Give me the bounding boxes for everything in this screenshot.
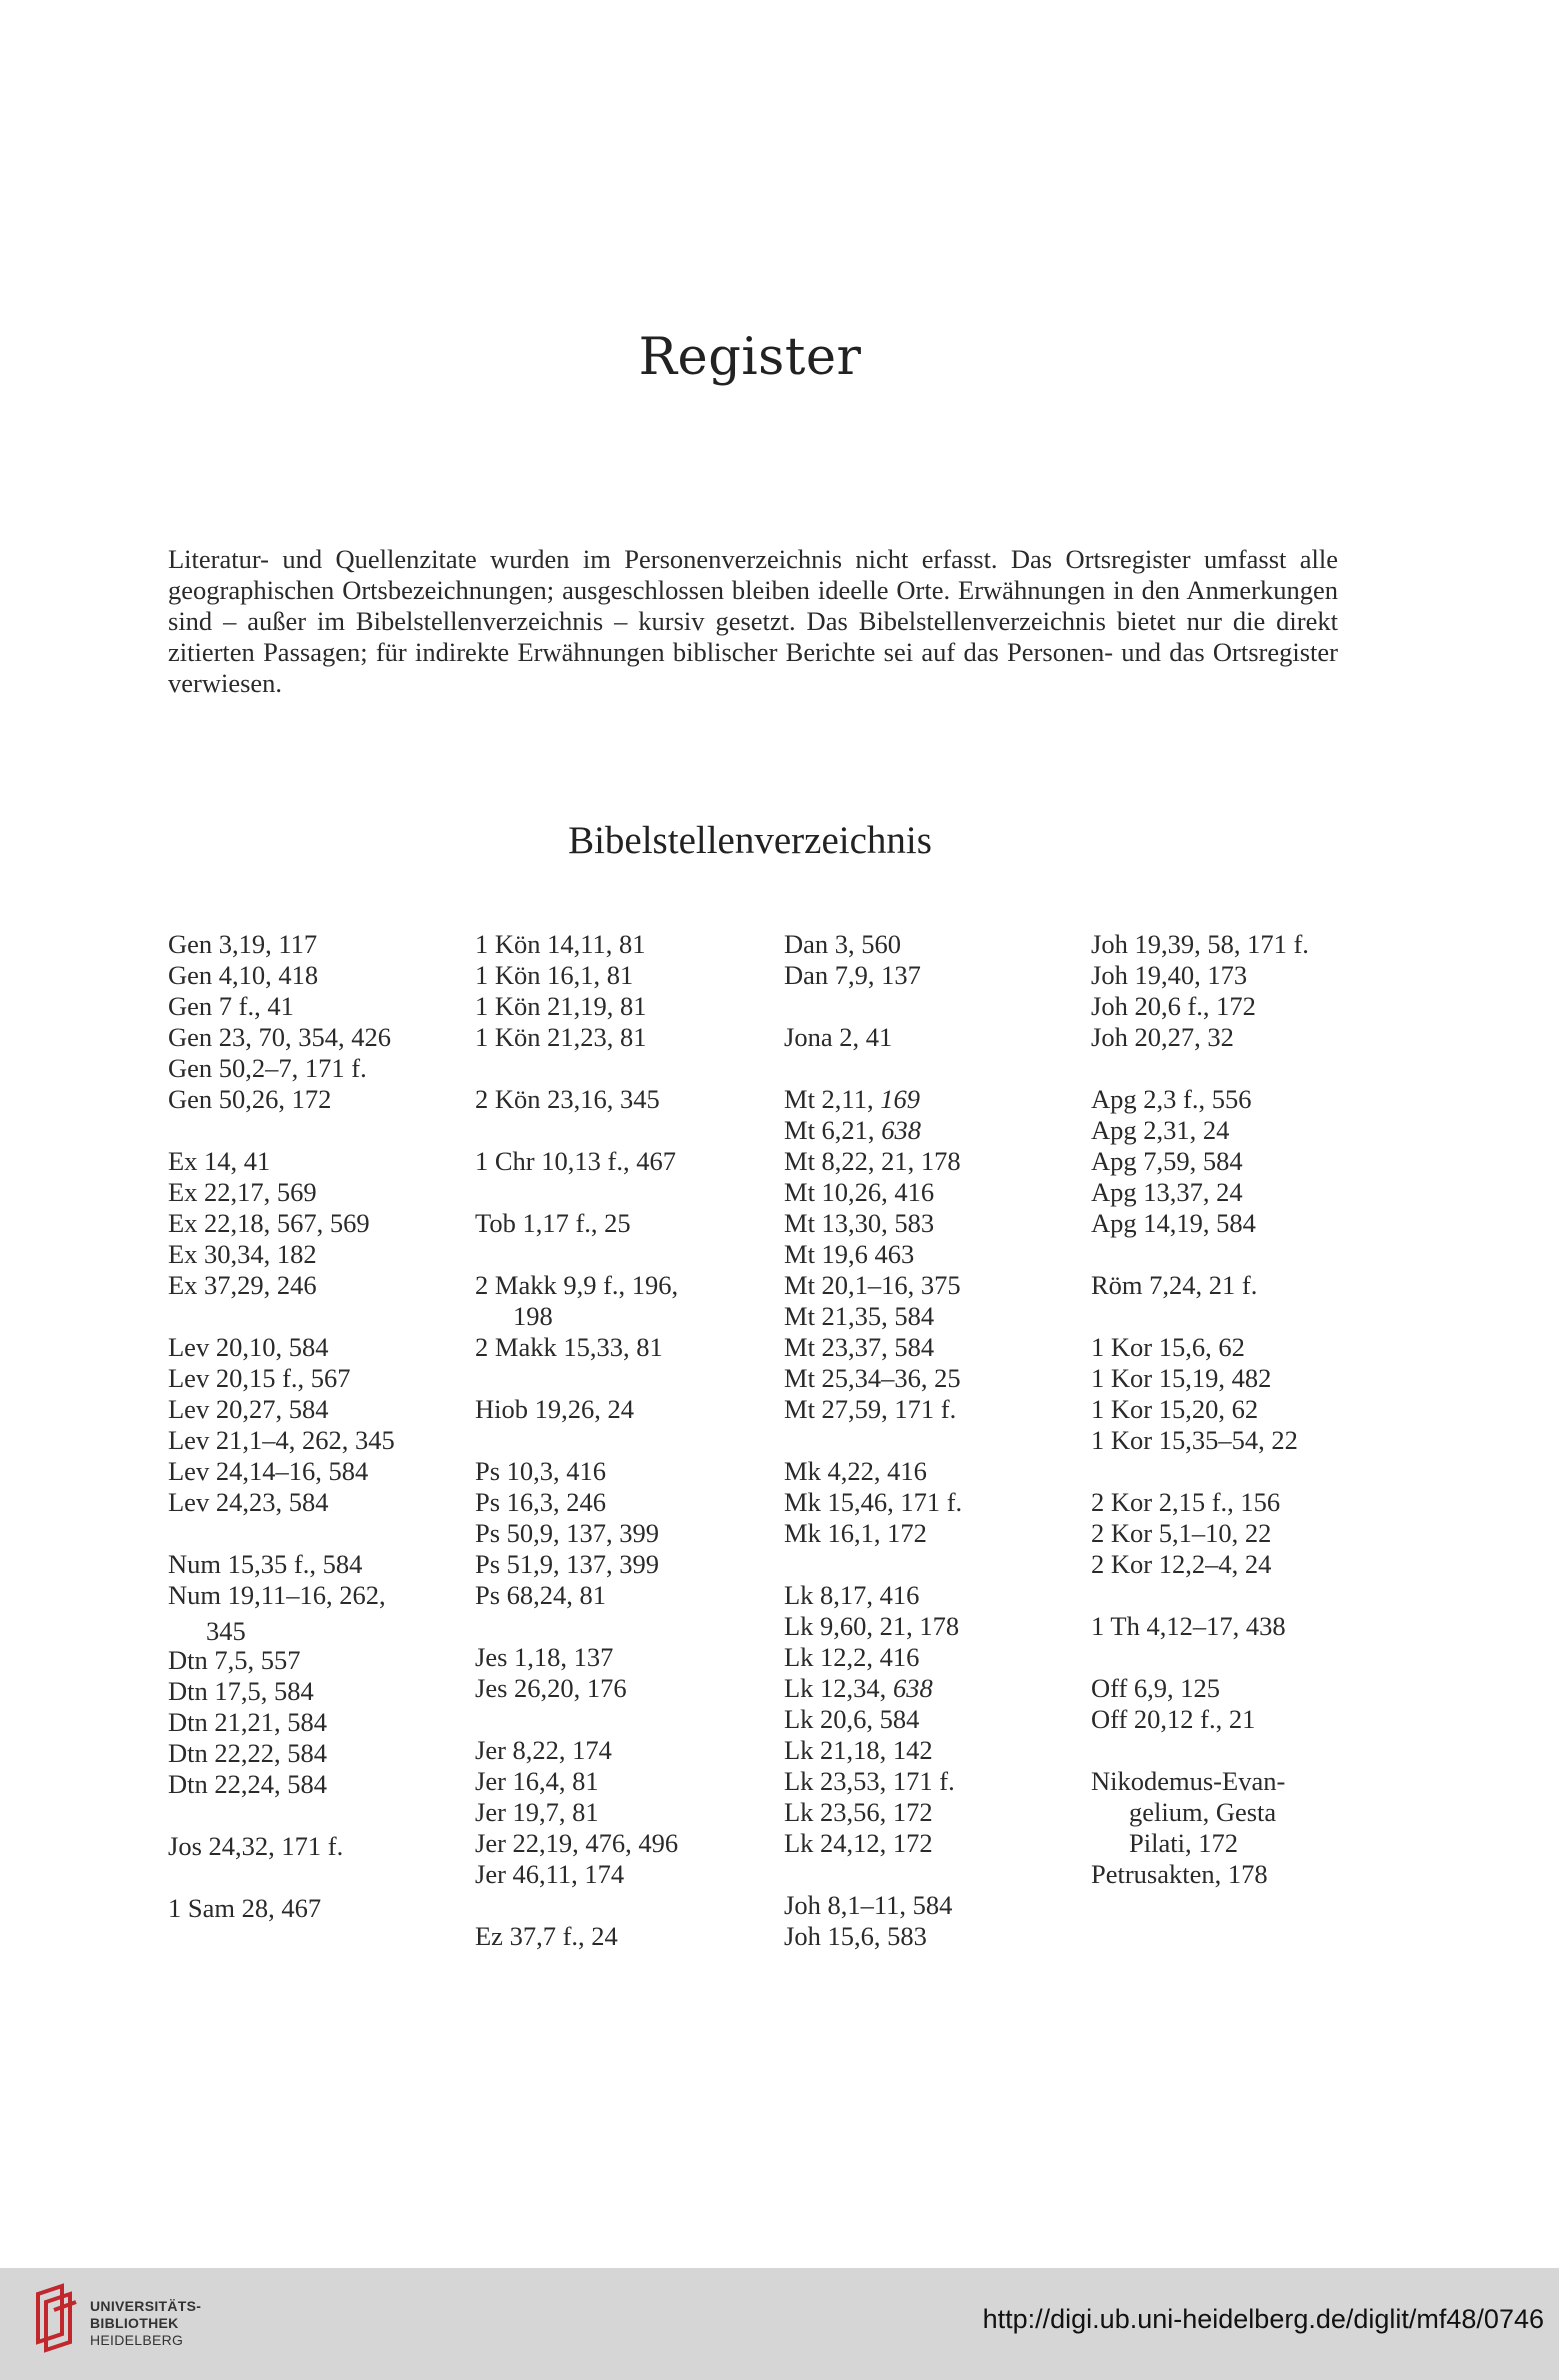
index-entry: Lev 24,23, 584 xyxy=(168,1487,329,1517)
index-entry: Jer 16,4, 81 xyxy=(475,1766,599,1796)
index-spacer xyxy=(168,1115,438,1146)
index-spacer xyxy=(1091,1239,1361,1270)
index-entry: Ps 10,3, 416 xyxy=(475,1456,607,1486)
index-entry: Off 20,12 f., 21 xyxy=(1091,1704,1256,1734)
index-entry: Mt 20,1–16, 375 xyxy=(784,1270,961,1300)
index-spacer xyxy=(784,1425,1054,1456)
index-entry: Dtn 22,22, 584 xyxy=(168,1738,327,1768)
index-entry: Dtn 21,21, 584 xyxy=(168,1707,327,1737)
index-entry: Jes 26,20, 176 xyxy=(475,1673,627,1703)
index-spacer xyxy=(475,1611,745,1642)
index-entry: Joh 19,39, 58, 171 f. xyxy=(1091,929,1309,959)
library-logo-icon xyxy=(32,2282,80,2356)
index-entry xyxy=(784,1084,1054,1115)
index-spacer xyxy=(1091,1580,1361,1611)
index-entry: Ps 51,9, 137, 399 xyxy=(475,1549,660,1579)
entry-text: Mt 6,21, xyxy=(784,1115,882,1145)
index-entry: Dtn 22,24, 584 xyxy=(168,1769,327,1799)
index-entry: 1 Th 4,12–17, 438 xyxy=(1091,1611,1286,1641)
index-entry: Gen 50,26, 172 xyxy=(168,1084,332,1114)
index-entry: 345 xyxy=(206,1616,246,1646)
index-entry: Mt 27,59, 171 f. xyxy=(784,1394,957,1424)
index-spacer xyxy=(475,1704,745,1735)
index-entry: Joh 8,1–11, 584 xyxy=(784,1890,953,1920)
index-entry: Mt 8,22, 21, 178 xyxy=(784,1146,961,1176)
index-entry: Ex 30,34, 182 xyxy=(168,1239,317,1269)
index-entry: Joh 19,40, 173 xyxy=(1091,960,1248,990)
section-title: Bibelstellenverzeichnis xyxy=(568,819,932,862)
index-entry: Lk 20,6, 584 xyxy=(784,1704,920,1734)
index-entry: Jer 8,22, 174 xyxy=(475,1735,612,1765)
index-entry xyxy=(784,1115,1054,1146)
index-entry: Lk 12,2, 416 xyxy=(784,1642,920,1672)
index-entry: 1 Kön 21,19, 81 xyxy=(475,991,647,1021)
index-spacer xyxy=(1091,1301,1361,1332)
index-entry: Röm 7,24, 21 f. xyxy=(1091,1270,1258,1300)
index-entry: Petrusakten, 178 xyxy=(1091,1859,1268,1889)
index-spacer xyxy=(1091,1642,1361,1673)
index-entry: Ez 37,7 f., 24 xyxy=(475,1921,618,1951)
index-entry: Pilati, 172 xyxy=(1129,1828,1238,1858)
index-entry: 1 Kön 16,1, 81 xyxy=(475,960,634,990)
index-spacer xyxy=(784,1549,1054,1580)
index-spacer xyxy=(168,1862,438,1893)
index-spacer xyxy=(475,1425,745,1456)
index-entry: Lk 9,60, 21, 178 xyxy=(784,1611,960,1641)
index-entry: Lev 20,10, 584 xyxy=(168,1332,329,1362)
index-entry: Ex 37,29, 246 xyxy=(168,1270,317,1300)
index-entry: Lk 24,12, 172 xyxy=(784,1828,933,1858)
library-name-line-3: HEIDELBERG xyxy=(90,2332,184,2348)
index-entry: Jer 19,7, 81 xyxy=(475,1797,599,1827)
index-entry: Joh 15,6, 583 xyxy=(784,1921,927,1951)
index-entry: Lk 23,56, 172 xyxy=(784,1797,933,1827)
index-spacer xyxy=(168,1301,438,1332)
index-entry xyxy=(784,1673,1054,1704)
index-entry: gelium, Gesta xyxy=(1129,1797,1277,1827)
index-entry: Lk 21,18, 142 xyxy=(784,1735,933,1765)
index-entry: 198 xyxy=(513,1301,553,1331)
index-entry: Jer 46,11, 174 xyxy=(475,1859,625,1889)
index-entry: Gen 23, 70, 354, 426 xyxy=(168,1022,392,1052)
entry-note-page: 638 xyxy=(892,1673,933,1703)
index-spacer xyxy=(784,1053,1054,1084)
index-entry: Ex 14, 41 xyxy=(168,1146,271,1176)
entry-text: Lk 12,34, xyxy=(784,1673,893,1703)
index-spacer xyxy=(1091,1735,1361,1766)
index-entry: Ex 22,18, 567, 569 xyxy=(168,1208,370,1238)
index-entry: Joh 20,27, 32 xyxy=(1091,1022,1234,1052)
index-entry: Jos 24,32, 171 f. xyxy=(168,1831,344,1861)
index-entry: 2 Kor 5,1–10, 22 xyxy=(1091,1518,1272,1548)
index-entry: Hiob 19,26, 24 xyxy=(475,1394,634,1424)
index-spacer xyxy=(475,1890,745,1921)
index-column-3 xyxy=(784,929,1054,1952)
index-entry: Apg 2,3 f., 556 xyxy=(1091,1084,1252,1114)
index-entry: Mk 4,22, 416 xyxy=(784,1456,927,1486)
index-entry: 2 Makk 15,33, 81 xyxy=(475,1332,663,1362)
index-entry: 2 Makk 9,9 f., 196, xyxy=(475,1270,679,1300)
index-entry: 1 Chr 10,13 f., 467 xyxy=(475,1146,676,1176)
index-entry: 1 Kor 15,20, 62 xyxy=(1091,1394,1259,1424)
index-entry: Mt 10,26, 416 xyxy=(784,1177,935,1207)
library-name-line-2: BIBLIOTHEK xyxy=(90,2315,179,2331)
entry-note-page: 638 xyxy=(881,1115,921,1145)
index-entry: Ps 50,9, 137, 399 xyxy=(475,1518,660,1548)
index-entry: 2 Kor 12,2–4, 24 xyxy=(1091,1549,1272,1579)
index-spacer xyxy=(1091,1456,1361,1487)
index-entry: Lk 23,53, 171 f. xyxy=(784,1766,955,1796)
entry-note-page: 169 xyxy=(880,1084,920,1114)
index-spacer xyxy=(475,1177,745,1208)
index-spacer xyxy=(475,1115,745,1146)
index-entry: Lev 24,14–16, 584 xyxy=(168,1456,369,1486)
index-entry: Lev 21,1–4, 262, 345 xyxy=(168,1425,395,1455)
index-entry: 2 Kor 2,15 f., 156 xyxy=(1091,1487,1281,1517)
index-entry: 1 Sam 28, 467 xyxy=(168,1893,322,1923)
footer-bar xyxy=(0,2268,1559,2380)
index-entry: Apg 7,59, 584 xyxy=(1091,1146,1243,1176)
source-url[interactable]: http://digi.ub.uni-heidelberg.de/diglit/mf48/0746 xyxy=(982,2304,1544,2334)
page-title: Register xyxy=(638,328,862,387)
index-entry: 2 Kön 23,16, 345 xyxy=(475,1084,660,1114)
index-entry: Apg 2,31, 24 xyxy=(1091,1115,1230,1145)
index-entry: 1 Kön 21,23, 81 xyxy=(475,1022,647,1052)
index-entry: Dan 7,9, 137 xyxy=(784,960,921,990)
library-name-line-1: UNIVERSITÄTS- xyxy=(90,2298,202,2314)
index-spacer xyxy=(168,1800,438,1831)
index-spacer xyxy=(1091,1053,1361,1084)
index-entry: Lev 20,15 f., 567 xyxy=(168,1363,351,1393)
index-entry: Apg 13,37, 24 xyxy=(1091,1177,1243,1207)
index-spacer xyxy=(475,1363,745,1394)
index-entry: Mt 25,34–36, 25 xyxy=(784,1363,961,1393)
index-spacer xyxy=(168,1518,438,1549)
index-column-4 xyxy=(1091,929,1361,1890)
index-entry: Num 19,11–16, 262, xyxy=(168,1580,386,1610)
index-entry: Mt 23,37, 584 xyxy=(784,1332,935,1362)
index-entry: Off 6,9, 125 xyxy=(1091,1673,1221,1703)
index-entry: 1 Kor 15,19, 482 xyxy=(1091,1363,1272,1393)
index-spacer xyxy=(475,1239,745,1270)
index-entry: Apg 14,19, 584 xyxy=(1091,1208,1256,1238)
index-entry: 1 Kor 15,6, 62 xyxy=(1091,1332,1245,1362)
index-entry: Mt 19,6 463 xyxy=(784,1239,915,1269)
index-entry: Gen 3,19, 117 xyxy=(168,929,318,959)
index-entry: Ex 22,17, 569 xyxy=(168,1177,317,1207)
index-entry: Mk 15,46, 171 f. xyxy=(784,1487,963,1517)
index-spacer xyxy=(784,991,1054,1022)
entry-text: Mt 2,11, xyxy=(784,1084,881,1114)
index-entry: Ps 68,24, 81 xyxy=(475,1580,607,1610)
index-entry: Jer 22,19, 476, 496 xyxy=(475,1828,679,1858)
index-column-1 xyxy=(168,929,438,1924)
index-entry: Dan 3, 560 xyxy=(784,929,902,959)
index-entry: 1 Kön 14,11, 81 xyxy=(475,929,646,959)
index-entry: Joh 20,6 f., 172 xyxy=(1091,991,1256,1021)
index-entry: Mt 21,35, 584 xyxy=(784,1301,935,1331)
index-spacer xyxy=(784,1859,1054,1890)
index-entry: Ps 16,3, 246 xyxy=(475,1487,607,1517)
index-spacer xyxy=(475,1053,745,1084)
index-entry: Mt 13,30, 583 xyxy=(784,1208,935,1238)
library-name xyxy=(90,2298,201,2349)
index-column-2 xyxy=(475,929,745,1952)
index-entry: Dtn 17,5, 584 xyxy=(168,1676,314,1706)
index-entry: 1 Kor 15,35–54, 22 xyxy=(1091,1425,1298,1455)
index-entry: Lk 8,17, 416 xyxy=(784,1580,920,1610)
index-entry: Gen 7 f., 41 xyxy=(168,991,294,1021)
index-entry: Num 15,35 f., 584 xyxy=(168,1549,363,1579)
index-entry: Gen 50,2–7, 171 f. xyxy=(168,1053,367,1083)
intro-paragraph: Literatur- und Quellenzitate wurden im Personenverzeichnis nicht erfasst. Das Ortsregister umfasst alle geographischen Ortsbezeichnungen; ausgeschlossen bleiben ideelle Orte. Erwähnungen in den Anmerkungen sind – außer im Bibelstellenverzeichnis – kursiv gesetzt. Das Bibelstellenverzeichnis bietet nur die direkt zitierten Passagen; für indirekte Erwähnungen biblischer Berichte sei auf das Personen- und das Ortsregister verwiesen. xyxy=(168,544,1338,698)
index-entry: Jona 2, 41 xyxy=(784,1022,893,1052)
index-entry: Jes 1,18, 137 xyxy=(475,1642,614,1672)
index-entry: Gen 4,10, 418 xyxy=(168,960,319,990)
index-entry: Nikodemus-Evan- xyxy=(1091,1766,1286,1796)
index-entry: Lev 20,27, 584 xyxy=(168,1394,329,1424)
index-entry: Tob 1,17 f., 25 xyxy=(475,1208,631,1238)
index-entry: Dtn 7,5, 557 xyxy=(168,1645,301,1675)
index-entry: Mk 16,1, 172 xyxy=(784,1518,927,1548)
